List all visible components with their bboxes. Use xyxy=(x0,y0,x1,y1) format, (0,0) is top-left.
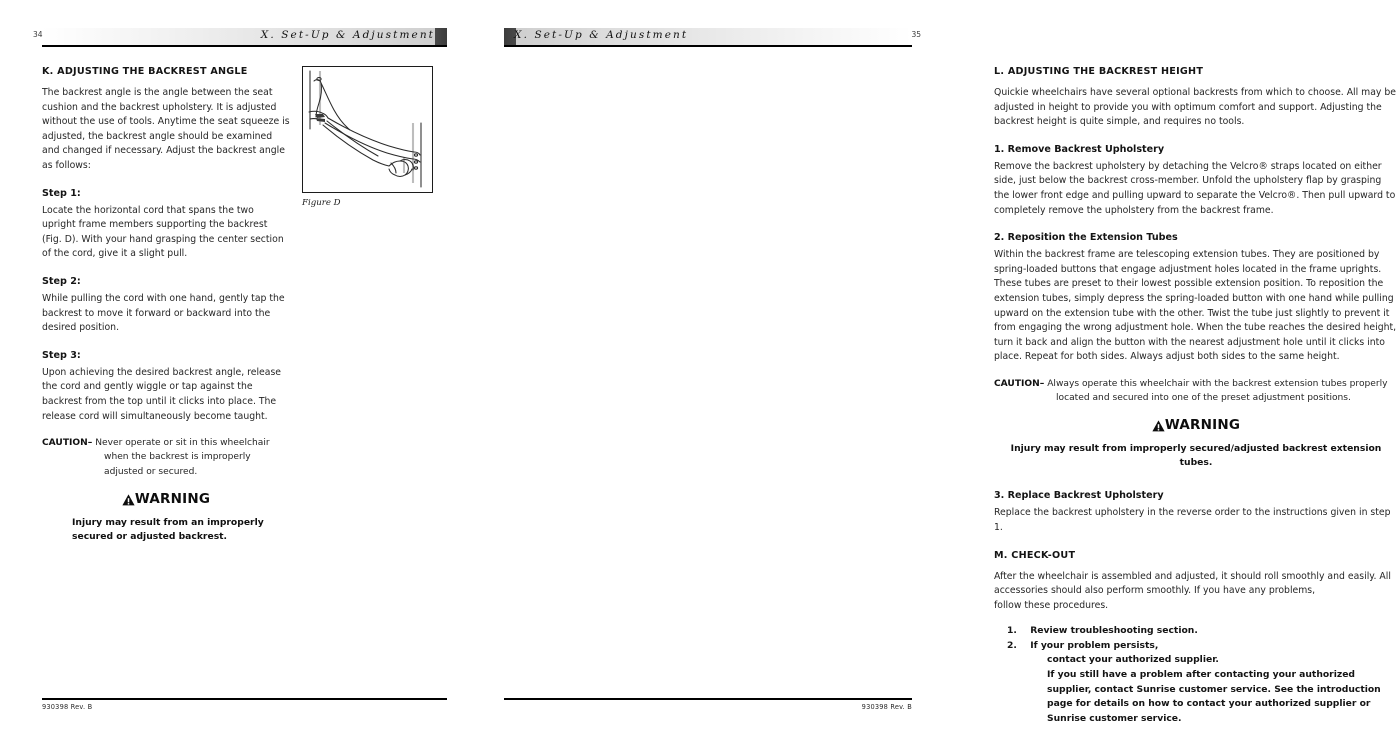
warning-label: WARNING xyxy=(134,490,211,507)
warning-text: Injury may result from improperly secured/adjusted backrest extension tubes. xyxy=(1010,443,1382,469)
footer-right xyxy=(504,698,912,720)
step-3-text: Replace the backrest upholstery in the reverse order to the instructions given in step 1. xyxy=(994,507,1391,533)
step-1-text: Remove the backrest upholstery by detaching the Velcro® straps located on either side, just below the backrest cross-member. Unfold the upholstery flap by grasping the lower front edge and pulling upward to separate the Velcro®. Then pull upward to completely remove the upholstery from the backrest frame. xyxy=(994,160,1396,216)
caution-note-right xyxy=(994,377,1398,405)
step-2-text: While pulling the cord with one hand, gently tap the backrest to move it forward or backward into the desired position. xyxy=(42,292,285,334)
page-number: 35 xyxy=(911,30,921,39)
step-1-heading: 1. Remove Backrest Upholstery xyxy=(994,143,1165,155)
caution-note-left xyxy=(42,436,290,479)
section-k-intro: The backrest angle is the angle between the seat cushion and the backrest upholstery. It is adjusted without the use of tools. Anytime the seat squeeze is adjusted, the backrest angle should be examined and changed if necessary. Adjust the backrest angle as follows: xyxy=(42,87,290,171)
caution-label: CAUTION– xyxy=(994,378,1045,389)
header-rule xyxy=(42,45,447,47)
section-l-intro: Quickie wheelchairs have several optional backrests from which to choose. All may be adjusted in height to provide you with optimum comfort and support. Adjusting the backrest height is quite simple, and requires no tools. xyxy=(994,87,1397,128)
caution-text: Always operate this wheelchair with the backrest extension tubes properly located and secured into one of the preset adjustment positions. xyxy=(1047,378,1388,404)
warning-triangle-icon xyxy=(122,494,135,506)
warning-label: WARNING xyxy=(1164,417,1241,434)
check-out-continuation-1: contact your authorized supplier. xyxy=(1047,654,1219,666)
section-m-intro-line-1: After the wheelchair is assembled and adjusted, it should roll smoothly and easily. All accessories should also perform smoothly. If you have any problems, xyxy=(994,570,1391,597)
figure-d-image xyxy=(302,66,433,193)
header-rule xyxy=(504,45,912,47)
warning-heading xyxy=(1152,417,1240,433)
section-m-intro-line-2: follow these procedures. xyxy=(994,599,1109,611)
check-out-continuation-2: If you still have a problem after contacting your authorized supplier, contact Sunrise customer service. See the introduction page for details on how to contact your authorized supplier or Sunrise customer service. xyxy=(1047,669,1381,724)
running-header-left xyxy=(42,28,447,47)
left-text-column xyxy=(42,66,290,544)
warning-triangle-icon xyxy=(1152,420,1165,432)
warning-text: Injury may result from an improperly secured or adjusted backrest. xyxy=(72,516,264,542)
running-header-right xyxy=(504,28,912,47)
list-item-label: Review troubleshooting section. xyxy=(1030,625,1198,637)
right-text-column xyxy=(994,66,1398,726)
list-item: 1. Review troubleshooting section. xyxy=(1007,625,1198,637)
caution-label: CAUTION– xyxy=(42,438,93,449)
step-3-heading: 3. Replace Backrest Upholstery xyxy=(994,490,1164,502)
footer-rule xyxy=(504,698,912,700)
section-heading-m: M. CHECK-OUT xyxy=(994,549,1076,561)
figure-d-caption: Figure D xyxy=(302,198,341,208)
warning-block-right xyxy=(994,416,1398,470)
footer-revision: 930398 Rev. B xyxy=(861,703,912,711)
footer-left xyxy=(42,698,447,720)
section-heading-l: L. ADJUSTING THE BACKREST HEIGHT xyxy=(994,66,1204,77)
figure-d xyxy=(302,66,433,208)
step-1-text: Locate the horizontal cord that spans the two upright frame members supporting the backrest (Fig. D). With your hand grasping the center section of the cord, give it a slight pull. xyxy=(42,204,284,260)
footer-revision: 930398 Rev. B xyxy=(42,703,93,711)
step-2-heading: 2. Reposition the Extension Tubes xyxy=(994,232,1178,244)
header-title: X. Set-Up & Adjustment xyxy=(514,29,689,41)
section-heading-k: K. ADJUSTING THE BACKREST ANGLE xyxy=(42,66,248,77)
warning-heading xyxy=(122,491,210,507)
step-3-text: Upon achieving the desired backrest angle, release the cord and gently wiggle or tap against the backrest from the top until it clicks into place. The release cord will simultaneously become taught. xyxy=(42,366,282,422)
step-3-heading: Step 3: xyxy=(42,349,81,361)
page-right xyxy=(477,0,1397,738)
page-number: 34 xyxy=(33,30,43,39)
caution-text: Never operate or sit in this wheelchair when the backrest is improperly adjusted or secured. xyxy=(95,438,270,477)
header-title: X. Set-Up & Adjustment xyxy=(260,29,435,41)
footer-rule xyxy=(42,698,447,700)
step-2-text: Within the backrest frame are telescoping extension tubes. They are positioned by spring-loaded buttons that engage adjustment holes located in the frame uprights. These tubes are preset to their lowest possible extension position. To reposition the extension tubes, simply depress the spring-loaded button with one hand while pulling upward on the extension tube with the other. Twist the tube just slightly to prevent it from engaging the wrong adjustment hole. When the tube reaches the desired height, turn it back and align the button with the nearest adjustment hole until it clicks into place. Repeat for both sides. Always adjust both sides to the same height. xyxy=(994,249,1397,363)
page-left xyxy=(0,0,477,738)
check-out-list xyxy=(994,624,1398,653)
list-item-label: If your problem persists, xyxy=(1030,639,1159,651)
step-2-heading: Step 2: xyxy=(42,275,81,287)
warning-block-left xyxy=(42,490,290,544)
list-item: 2. If your problem persists, xyxy=(1007,639,1159,651)
step-1-heading: Step 1: xyxy=(42,187,81,199)
